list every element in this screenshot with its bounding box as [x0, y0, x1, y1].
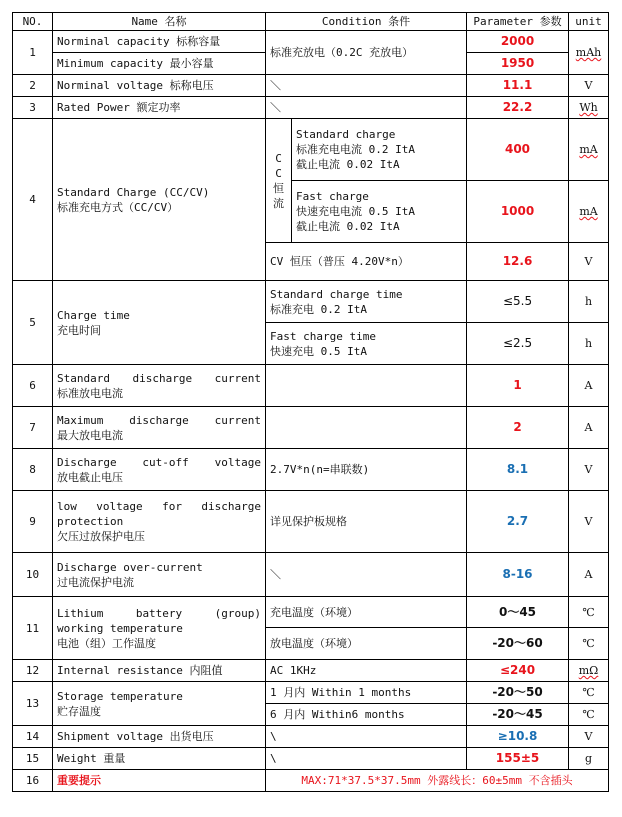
- row-number: 6: [13, 365, 53, 407]
- row-number: 7: [13, 407, 53, 449]
- shipment-voltage-condition: \: [266, 726, 467, 748]
- table-row: [13, 75, 609, 97]
- table-row: [13, 365, 609, 407]
- header-parameter: Parameter 参数: [467, 13, 569, 31]
- header-no: NO.: [13, 13, 53, 31]
- condition-line: 截止电流 0.02 ItA: [296, 220, 400, 233]
- row-number: 3: [13, 97, 53, 119]
- standard-charge-label-en: Standard Charge (CC/CV): [57, 185, 210, 199]
- nominal-capacity-value: 2000: [467, 31, 569, 53]
- standard-charge-unit: mA: [569, 119, 609, 181]
- table-row: [13, 31, 609, 53]
- discharge-temperature-value: -20～60: [467, 628, 569, 660]
- low-voltage-protection-label-en: low voltage for discharge: [57, 500, 261, 513]
- standard-discharge-value: 1: [467, 365, 569, 407]
- table-row: [13, 119, 609, 181]
- storage-temperature-label: [53, 682, 266, 726]
- nominal-voltage-label: Norminal voltage 标称电压: [53, 75, 266, 97]
- header-row: [13, 13, 609, 31]
- storage-1-month-value: -20～50: [467, 682, 569, 704]
- low-voltage-protection-label: [53, 491, 266, 553]
- discharge-temperature-condition: 放电温度（环境）: [266, 628, 467, 660]
- internal-resistance-unit: mΩ: [569, 660, 609, 682]
- fast-charge-condition: [292, 181, 467, 243]
- storage-6-months-unit: ℃: [569, 704, 609, 726]
- standard-charge-time-value: ≤5.5: [467, 281, 569, 323]
- nominal-voltage-unit: V: [569, 75, 609, 97]
- table-row: [13, 660, 609, 682]
- over-current-value: 8-16: [467, 553, 569, 597]
- internal-resistance-condition: AC 1KHz: [266, 660, 467, 682]
- condition-line: 截止电流 0.02 ItA: [296, 158, 400, 171]
- discharge-temperature-unit: ℃: [569, 628, 609, 660]
- nominal-voltage-condition: ＼: [266, 75, 467, 97]
- standard-charge-time-unit: h: [569, 281, 609, 323]
- fast-charge-unit: mA: [569, 181, 609, 243]
- fast-charge-time-condition: [266, 323, 467, 365]
- table-row: [13, 682, 609, 704]
- charge-time-label: [53, 281, 266, 365]
- low-voltage-protection-unit: V: [569, 491, 609, 553]
- storage-1-month-condition: 1 月内 Within 1 months: [266, 682, 467, 704]
- fast-charge-time-unit: h: [569, 323, 609, 365]
- over-current-label-cn: 过电流保护电流: [57, 575, 134, 589]
- cc-label-char: C: [275, 151, 282, 165]
- standard-discharge-label-en: Standard discharge current: [57, 371, 261, 385]
- charge-temperature-condition: 充电温度（环境）: [266, 597, 467, 628]
- row-number: 1: [13, 31, 53, 75]
- internal-resistance-label: Internal resistance 内阻值: [53, 660, 266, 682]
- low-voltage-protection-label-en2: protection: [57, 515, 124, 528]
- spec-table: [12, 12, 609, 792]
- row-number: 11: [13, 597, 53, 660]
- maximum-discharge-label-cn: 最大放电电流: [57, 428, 123, 442]
- condition-line: 标准充电 0.2 ItA: [270, 302, 367, 316]
- storage-temperature-label-cn: 贮存温度: [57, 704, 101, 718]
- capacity-condition: 标准充放电（0.2C 充放电）: [266, 31, 467, 75]
- over-current-label-en: Discharge over-current: [57, 560, 203, 574]
- standard-discharge-label: [53, 365, 266, 407]
- table-row: [13, 597, 609, 628]
- rated-power-condition: ＼: [266, 97, 467, 119]
- working-temperature-label-cn: 电池（组）工作温度: [57, 636, 156, 650]
- discharge-cutoff-value: 8.1: [467, 449, 569, 491]
- table-row: [13, 449, 609, 491]
- over-current-label: [53, 553, 266, 597]
- maximum-discharge-condition: [266, 407, 467, 449]
- capacity-unit: mAh: [569, 31, 609, 75]
- row-number: 12: [13, 660, 53, 682]
- row-number: 14: [13, 726, 53, 748]
- table-row: [13, 491, 609, 553]
- condition-line: 快速充电 0.5 ItA: [270, 344, 367, 358]
- table-row: [13, 407, 609, 449]
- row-number: 10: [13, 553, 53, 597]
- charge-time-label-en: Charge time: [57, 308, 130, 322]
- cc-label-char: 恒: [273, 181, 284, 195]
- maximum-discharge-label: [53, 407, 266, 449]
- header-condition: Condition 条件: [266, 13, 467, 31]
- condition-line: 快速充电电流 0.5 ItA: [296, 205, 415, 218]
- row-number: 8: [13, 449, 53, 491]
- standard-discharge-condition: [266, 365, 467, 407]
- maximum-discharge-unit: A: [569, 407, 609, 449]
- rated-power-unit: Wh: [569, 97, 609, 119]
- discharge-cutoff-label-en: Discharge cut-off voltage: [57, 455, 261, 469]
- cc-label-char: 流: [273, 196, 284, 210]
- row-number: 9: [13, 491, 53, 553]
- standard-charge-label: [53, 119, 266, 281]
- row-number: 4: [13, 119, 53, 281]
- standard-charge-current-value: 400: [467, 119, 569, 181]
- row-number: 15: [13, 748, 53, 770]
- cv-voltage-unit: V: [569, 243, 609, 281]
- cv-voltage-value: 12.6: [467, 243, 569, 281]
- nominal-voltage-value: 11.1: [467, 75, 569, 97]
- weight-label: Weight 重量: [53, 748, 266, 770]
- table-row: [13, 770, 609, 792]
- charge-temperature-value: 0～45: [467, 597, 569, 628]
- maximum-discharge-label-en: Maximum discharge current: [57, 413, 261, 427]
- shipment-voltage-label: Shipment voltage 出货电压: [53, 726, 266, 748]
- table-row: [13, 726, 609, 748]
- working-temperature-label: [53, 597, 266, 660]
- cc-label: [266, 119, 292, 243]
- storage-6-months-value: -20～45: [467, 704, 569, 726]
- standard-charge-label-cn: 标准充电方式（CC/CV）: [57, 200, 179, 214]
- low-voltage-protection-value: 2.7: [467, 491, 569, 553]
- rated-power-label: Rated Power 额定功率: [53, 97, 266, 119]
- charge-temperature-unit: ℃: [569, 597, 609, 628]
- internal-resistance-value: ≤240: [467, 660, 569, 682]
- row-number: 5: [13, 281, 53, 365]
- table-row: [13, 553, 609, 597]
- storage-1-month-unit: ℃: [569, 682, 609, 704]
- maximum-discharge-value: 2: [467, 407, 569, 449]
- low-voltage-protection-label-cn: 欠压过放保护电压: [57, 530, 145, 543]
- discharge-cutoff-label: [53, 449, 266, 491]
- row-number: 13: [13, 682, 53, 726]
- storage-6-months-condition: 6 月内 Within6 months: [266, 704, 467, 726]
- shipment-voltage-value: ≥10.8: [467, 726, 569, 748]
- minimum-capacity-label: Minimum capacity 最小容量: [53, 53, 266, 75]
- working-temperature-label-en: Lithium battery (group): [57, 606, 261, 620]
- condition-line: Standard charge time: [270, 287, 403, 301]
- condition-line: Standard charge: [296, 128, 396, 141]
- low-voltage-protection-condition: 详见保护板规格: [266, 491, 467, 553]
- condition-line: Fast charge: [296, 190, 369, 203]
- spec-sheet: [12, 12, 608, 792]
- storage-temperature-label-en: Storage temperature: [57, 689, 183, 703]
- over-current-condition: ＼: [266, 553, 467, 597]
- standard-charge-condition: [292, 119, 467, 181]
- table-row: [13, 748, 609, 770]
- condition-line: Fast charge time: [270, 329, 376, 343]
- fast-charge-time-value: ≤2.5: [467, 323, 569, 365]
- important-notice-label: 重要提示: [53, 770, 266, 792]
- row-number: 16: [13, 770, 53, 792]
- table-row: [13, 281, 609, 323]
- row-number: 2: [13, 75, 53, 97]
- condition-line: 标准充电电流 0.2 ItA: [296, 143, 415, 156]
- discharge-cutoff-label-cn: 放电截止电压: [57, 470, 123, 484]
- nominal-capacity-label: Norminal capacity 标称容量: [53, 31, 266, 53]
- over-current-unit: A: [569, 553, 609, 597]
- header-unit: unit: [569, 13, 609, 31]
- standard-discharge-unit: A: [569, 365, 609, 407]
- weight-value: 155±5: [467, 748, 569, 770]
- rated-power-value: 22.2: [467, 97, 569, 119]
- cc-label-char: C: [275, 166, 282, 180]
- discharge-cutoff-unit: V: [569, 449, 609, 491]
- shipment-voltage-unit: V: [569, 726, 609, 748]
- fast-charge-current-value: 1000: [467, 181, 569, 243]
- cv-condition: CV 恒压（普压 4.20V*n）: [266, 243, 467, 281]
- important-notice-text: MAX:71*37.5*37.5mm 外露线长：60±5mm 不含插头: [266, 770, 609, 792]
- discharge-cutoff-condition: 2.7V*n(n=串联数): [266, 449, 467, 491]
- table-row: [13, 97, 609, 119]
- standard-discharge-label-cn: 标准放电电流: [57, 386, 123, 400]
- working-temperature-label-en2: working temperature: [57, 621, 183, 635]
- charge-time-label-cn: 充电时间: [57, 323, 101, 337]
- weight-condition: \: [266, 748, 467, 770]
- standard-charge-time-condition: [266, 281, 467, 323]
- minimum-capacity-value: 1950: [467, 53, 569, 75]
- weight-unit: g: [569, 748, 609, 770]
- header-name: Name 名称: [53, 13, 266, 31]
